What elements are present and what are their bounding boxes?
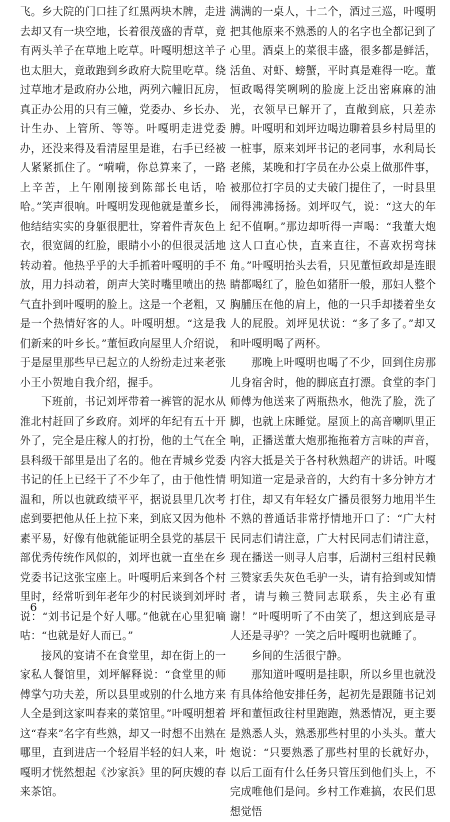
paragraph: 下班前，书记刘坪带着一裤管的泥水从淮北村赶回了乡政府。刘坪的年纪有五十开外了，完全是庄稼人的打扮，他的土气在全县科级干部里是出了名的。他在青城乡党委书记的任上已经干了不少年了，由于他性情温和，所以也就政绩平平，据说县里几次考虑到要把他从任上拉下来，到底又因为他朴素平易，好像有他就能证明全县党的基层干部优秀传统作风似的，刘坪也就一直坐在乡党委书记这张宝座上。叶嘎明后来到各个村里时，经常听到年老年少的村民谈到刘坪时说：“刘书记是个好人哪。”他就在心里犯嘀咕：“也就是好人而已。” [20,396,226,642]
paragraph: 那晚上叶嘎明也喝了不少，回到住房那儿身宿舍时，他的脚底直打漂。食堂的李门师傅为他送来了两瓶热水，他洗了脸，洗了脚，也就上床睡觉。屋顶上的高音喇叭里正响，正播送董大炮那拖拖着方言味的声音，内容大抵是关于各村秋熟超产的讲话。叶嘎明知道一定是录音的，大约有十多分钟方才打住，却又有年轻女广播员很努力地用半生不熟的普通话非常抒情地开口了：“广大村民同志们请注意，广大村民同志们请注意，现在播送一则寻人启事，后湖村三组村民赖三赞家丢失灰色毛驴一头，请有拾到或知情者，请与赖三赞同志联系，失主必有重谢！”叶嘎明听了不由笑了，想这到底是寻人还是寻驴？一笑之后叶嘎明也就睡了。 [230,357,436,642]
paragraph: 乡间的生活很宁静。 [251,649,348,662]
paragraph: 那知道叶嘎明是挂职，所以乡里也就没有具体给他安排任务，起初先是跟随书记刘坪和董恒政往村里跑跑，熟悉情况，更主要是熟悉人头，熟悉那些村里的小头头。董大炮说：“只要熟悉了那些村里的长就好办，以后工面有什么任务只管压到他们头上，不完成唯他们是问。乡村工作难搞，农民们思想觉悟 [230,669,436,818]
paragraph: 接风的宴请不在食堂里，却在街上的一家私人餐馆里，刘坪解释说：“食堂里的师傅掌勺功夫差，所以县里或别的什么地方来人全是到这家叫春来的菜馆里。”叶嘎明想着这“春来”名字有些熟，却又一时想不出熟在哪里，直到进店一个轻眉半轻的妇人来，叶嘎明才恍然想起《沙家浜》里的阿庆嫂的春来茶馆。 [20,649,226,798]
left-column [20,3,226,803]
paragraph: 飞。乡大院的门口挂了红黑两块木牌，走进去却又有一块空地，长着很茂盛的青草，竟有两头羊子在草地上吃草。叶嘎明想这羊子也太胆大，竟敢跑到乡政府大院里吃草。绕过草地才是政府办公地，两列六幢旧瓦房，真正办公用的只有三幢，党委办、乡长办、计生办、上管所、等等。叶嘎明走进党委办，还没来得及看清屋里是谁，右手已经被人紧紧抓住了。“嗬嗬，你总算来了，一路上辛苦，上午刚刚接到陈部长电话，哈哈。”笑声很响。叶嘎明发现他就是董乡长，他结结实实的身躯很肥壮，穿着件青灰色上衣，很宽阔的红脸，眼睛小小的但很灵活地转动着。他热乎乎的大手抓着叶嘎明的手不放，用力抖动着，朗声大笑时嘴里喷出的热气直扑到叶嘎明的脸上。这是一个老粗，又是一个热情好客的人。叶嘎明想。“这是我们新来的叶乡长。”董恒政向屋里人介绍说，于是屋里那些早已起立的人纷纷走过来老张小王小贺地自我介绍，握手。 [20,6,226,389]
paragraph: 满满的一桌人，十二个，酒过三巡，叶嘎明把其他原来不熟悉的人的名字也全都记到了心里。酒桌上的菜很丰盛，很多都是鲜活，活鱼、对虾、螃蟹，平时真是难得一吃。董恒政喝得笑咧咧的脸庞上泛出密麻麻的油光，衣领早已解开了，直敞到底，只差赤膊。叶嘎明和刘坪边喝边聊着县乡村局里的一桩事，原来刘坪书记的老同事，水利局长老熊，某晚和打字员在办公桌上做那件事，被那位打字员的丈夫破门提住了，一时县里闹得沸沸扬扬。刘坪叹气，说：“这大的年纪不值啊。”那边却听得一声喝：“我董大炮这人口直心快，直来直往，不喜欢拐弯抹角。”叶嘎明抬头去看，只见董恒政却是连眼睛都喝红了，脸色如猪肝一般，那妇人整个胸脯压在他的肩上，他的一只手却搂着坐女人的屁股。刘坪见状说：“多了多了。”却又和叶嘎明喝了两杯。 [230,6,436,350]
right-column [230,3,436,822]
page-number: 6 [30,601,37,614]
